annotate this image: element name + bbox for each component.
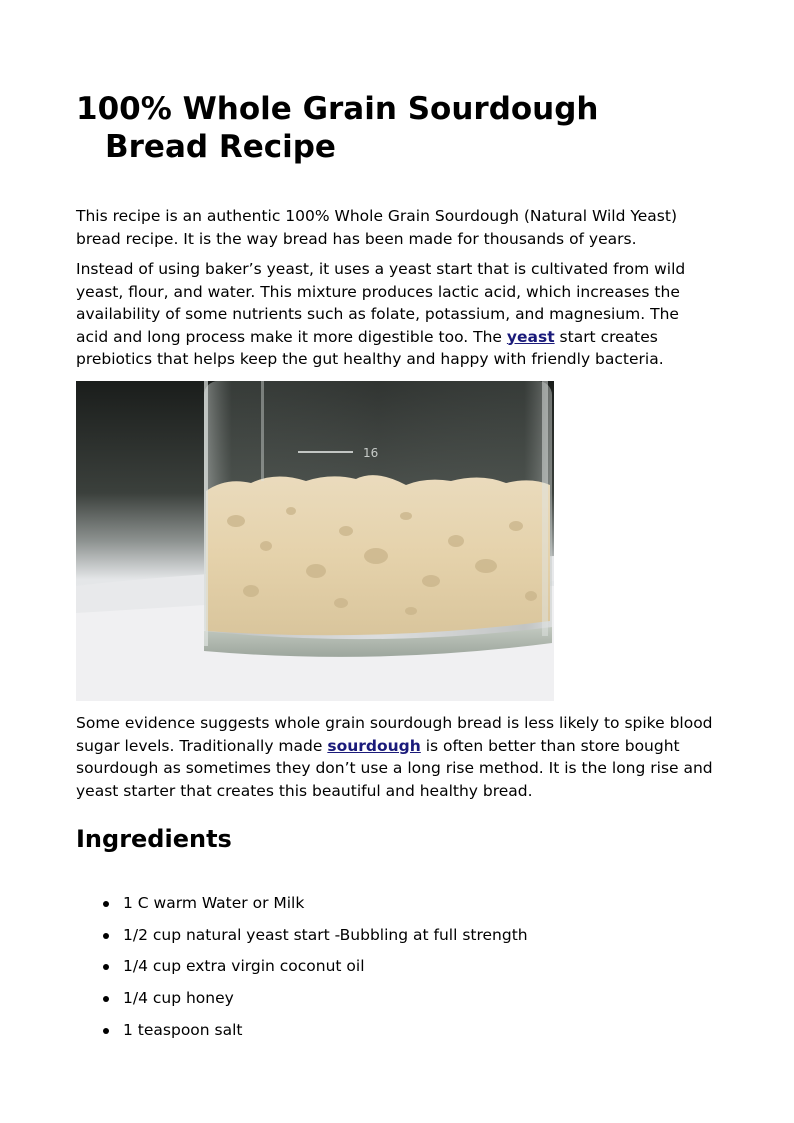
ingredient-item [76, 1019, 716, 1051]
sourdough-starter-jar-photo [76, 381, 554, 701]
jar-measurement-marking: 16 [363, 446, 379, 460]
page-title [76, 90, 716, 166]
yeast-paragraph-text-after: start creates prebiotics that helps keep the gut healthy and happy with friendly bacteria. [76, 327, 664, 368]
yeast-paragraph-text-before: Instead of using baker’s yeast, it uses a yeast start that is cultivated from wild yeast, flour, and water. This mixture produces lactic acid, which increases the availability of some nutrients such as folate, potassium, and magnesium. The acid and long process make it more digestible too. The [76, 260, 686, 346]
ingredient-text: 1/2 cup natural yeast start -Bubbling at full strength [123, 925, 528, 944]
bullet-icon [103, 933, 109, 939]
title-line-2: Bread Recipe [105, 129, 336, 165]
sourdough-paragraph-text-before: Some evidence suggests whole grain sourdough bread is less likely to spike blood sugar levels. Traditionally made [76, 714, 713, 755]
ingredient-text: 1/4 cup extra virgin coconut oil [123, 957, 365, 976]
ingredient-item [76, 892, 716, 924]
sourdough-paragraph [76, 712, 716, 802]
ingredient-item [76, 987, 716, 1019]
ingredient-item [76, 924, 716, 956]
bullet-icon [103, 1028, 109, 1034]
intro-paragraph: This recipe is an authentic 100% Whole Grain Sourdough (Natural Wild Yeast) bread recipe. It is the way bread has been made for thousands of years. [76, 207, 677, 248]
bullet-icon [103, 964, 109, 970]
ingredients-heading: Ingredients [76, 825, 232, 853]
ingredients-list [76, 892, 716, 1050]
title-line-1: 100% Whole Grain Sourdough [76, 91, 599, 127]
bullet-icon [103, 901, 109, 907]
yeast-paragraph [76, 258, 716, 371]
ingredient-text: 1/4 cup honey [123, 989, 234, 1008]
yeast-link[interactable]: yeast [506, 327, 555, 346]
ingredient-item [76, 955, 716, 987]
sourdough-paragraph-text-after: is often better than store bought sourdough as sometimes they don’t use a long rise method. It is the long rise and yeast starter that creates this beautiful and healthy bread. [76, 736, 713, 800]
ingredient-text: 1 C warm Water or Milk [123, 894, 305, 912]
sourdough-link[interactable]: sourdough [327, 736, 421, 755]
bullet-icon [103, 996, 109, 1002]
ingredient-text: 1 teaspoon salt [123, 1020, 243, 1039]
